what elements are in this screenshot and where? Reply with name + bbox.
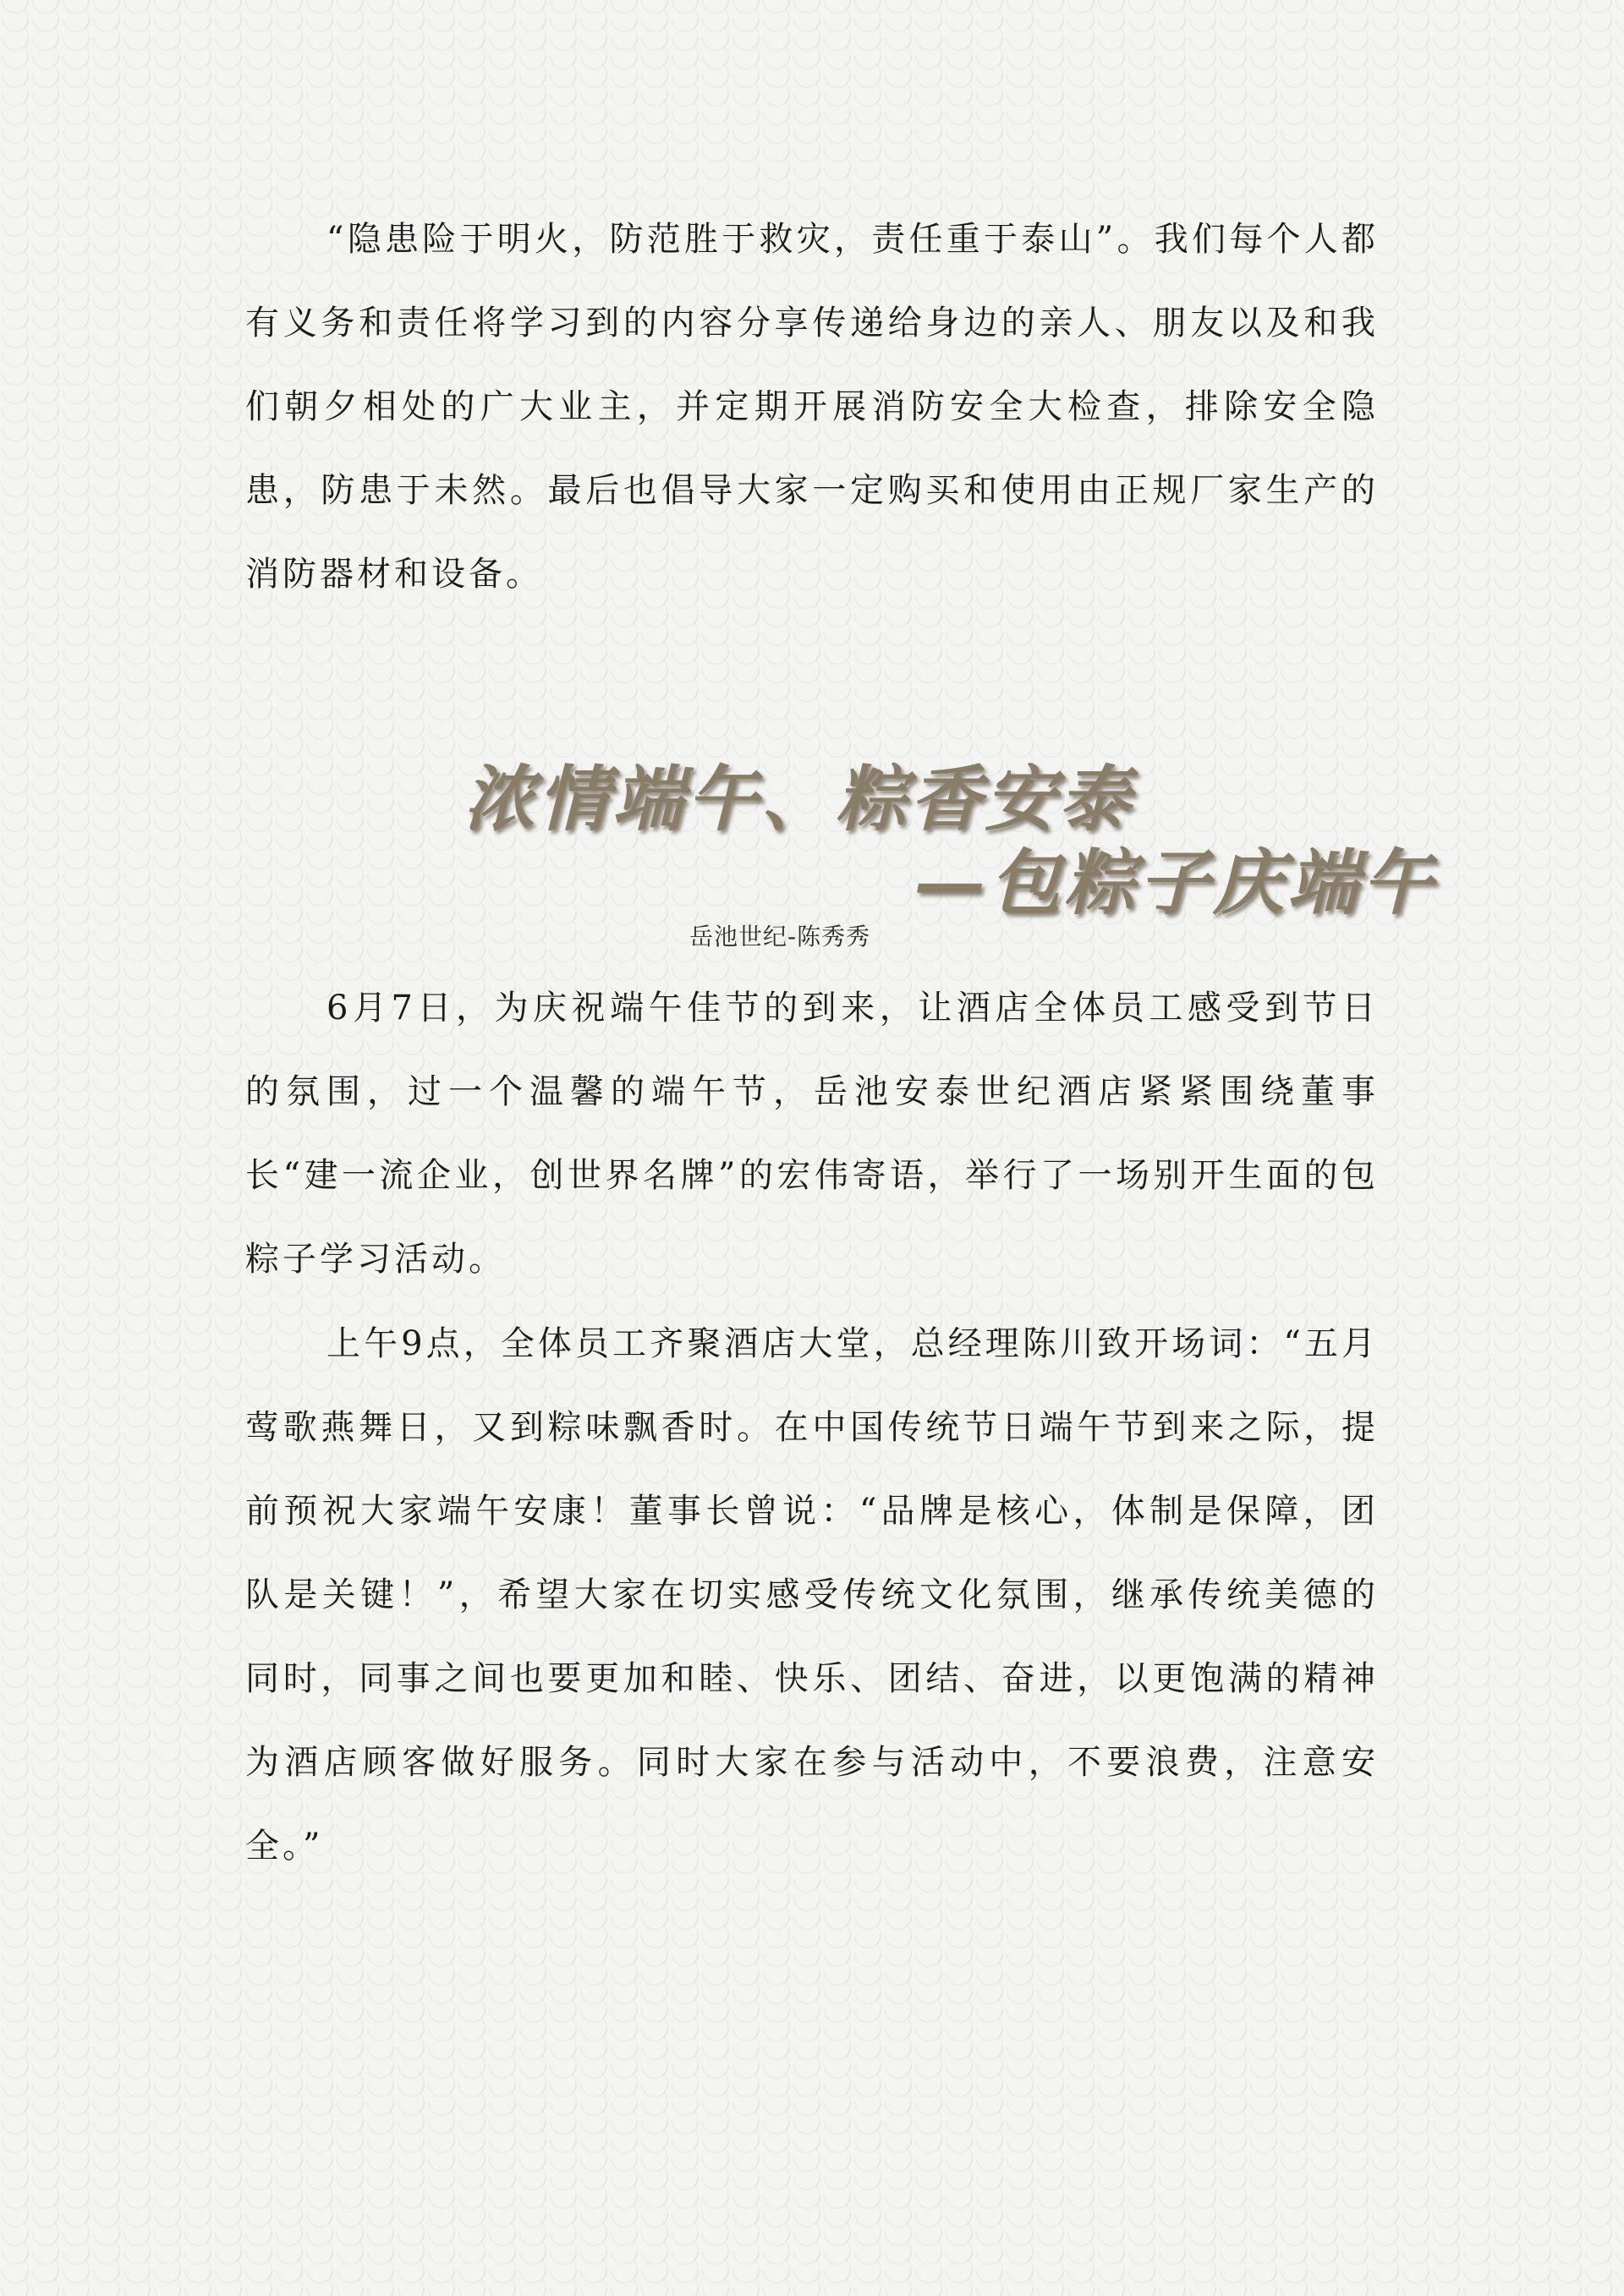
intro-paragraph: “隐患险于明火，防范胜于救灾，责任重于泰山”。我们每个人都有义务和责任将学习到的内容分享传递给身边的亲人、朋友以及和我们朝夕相处的广大业主，并定期开展消防安全大检查，排除安全隐患，防患于未然。最后也倡导大家一定购买和使用由正规厂家生产的消防器材和设备。 [245, 220, 1379, 594]
article-paragraph: 6月7日，为庆祝端午佳节的到来，让酒店全体员工感受到节日的氛围，过一个温馨的端午节，岳池安泰世纪酒店紧紧围绕董事长“建一流企业，创世界名牌”的宏伟寄语，举行了一场别开生面的包粽子学习活动。 [245, 989, 1379, 1279]
article-title-sub: —包粽子庆端午 [915, 841, 1437, 924]
article-title-main: 浓情端午、粽香安泰 [464, 758, 1134, 841]
article-byline: 岳池世纪-陈秀秀 [689, 923, 871, 951]
article-paragraph: 上午9点，全体员工齐聚酒店大堂，总经理陈川致开场词：“五月莺歌燕舞日，又到粽味飘香时。在中国传统节日端午节到来之际，提前预祝大家端午安康！董事长曾说：“品牌是核心，体制是保障，团队是关键！”，希望大家在切实感受传统文化氛围，继承传统美德的同时，同事之间也要更加和睦、快乐、团结、奋进，以更饱满的精神为酒店顾客做好服务。同时大家在参与活动中，不要浪费，注意安全。” [245, 1324, 1379, 1866]
